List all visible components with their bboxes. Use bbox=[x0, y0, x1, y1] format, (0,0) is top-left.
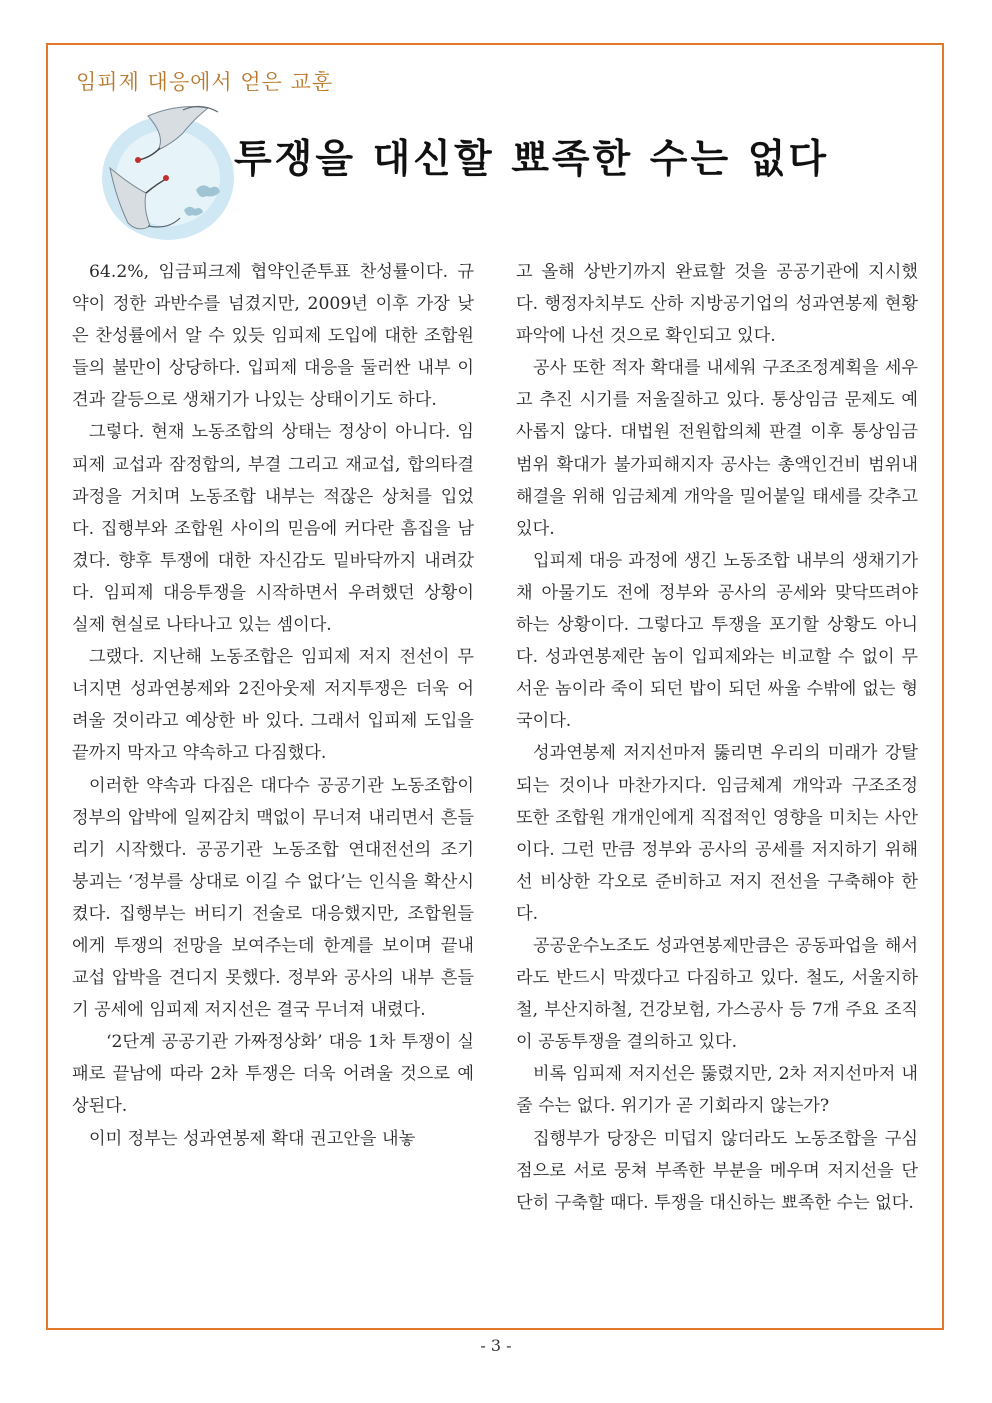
article-headline: 투쟁을 대신할 뾰족한 수는 없다 bbox=[234, 136, 830, 182]
paragraph: ‘2단계 공공기관 가짜정상화’ 대응 1차 투쟁이 실패로 끝남에 따라 2차 투쟁은 더욱 어려울 것으로 예상된다. bbox=[72, 1032, 474, 1117]
paragraph: 성과연봉제 저지선마저 뚫리면 우리의 미래가 강탈되는 것이나 마찬가지다. 임금체계 개악과 구조조정 또한 조합원 개개인에게 직접적인 영향을 미치는 사안이다. 그런 만큼 정부와 공사의 공세를 저지하기 위해선 비상한 각오로 준비하고 저지 전선을 구축해야 한다. bbox=[516, 743, 918, 924]
section-kicker: 임피제 대응에서 얻은 교훈 bbox=[76, 70, 334, 94]
article-left-column bbox=[72, 256, 474, 1155]
paragraph: 그렇다. 현재 노동조합의 상태는 정상이 아니다. 임피제 교섭과 잠정합의, 부결 그리고 재교섭, 합의타결 과정을 거치며 노동조합 내부는 적잖은 상처를 입었다. 집행부와 조합원 사이의 믿음에 커다란 흠집을 남겼다. 향후 투쟁에 대한 자신감도 밑바닥까지 내려갔다. 임피제 대응투쟁을 시작하면서 우려했던 상황이 실제 현실로 나타나고 있는 셈이다. bbox=[72, 422, 474, 636]
paragraph: 공사 또한 적자 확대를 내세워 구조조정계획을 세우고 추진 시기를 저울질하고 있다. 통상임금 문제도 예사롭지 않다. 대법원 전원합의체 판결 이후 통상임금 범위 확대가 불가피해지자 공사는 총액인건비 범위내 해결을 위해 임금체계 개악을 밀어붙일 태세를 갖추고 있다. bbox=[516, 358, 918, 539]
paragraph: 이러한 약속과 다짐은 대다수 공공기관 노동조합이 정부의 압박에 일찌감치 맥없이 무너져 내리면서 흔들리기 시작했다. 공공기관 노동조합 연대전선의 조기 붕괴는 ‘정부를 상대로 이길 수 없다’는 인식을 확산시켰다. 집행부는 버티기 전술로 대응했지만, 조합원들에게 투쟁의 전망을 보여주는데 한계를 보이며 끝내 교섭 압박을 견디지 못했다. 정부와 공사의 내부 흔들기 공세에 임피제 저지선은 결국 무너져 내렸다. bbox=[72, 775, 474, 1021]
paragraph: 집행부가 당장은 미덥지 않더라도 노동조합을 구심점으로 서로 뭉쳐 부족한 부분을 메우며 저지선을 단단히 구축할 때다. 투쟁을 대신하는 뾰족한 수는 없다. bbox=[516, 1128, 918, 1213]
article-right-column bbox=[516, 256, 918, 1219]
paragraph: 이미 정부는 성과연봉제 확대 권고안을 내놓 bbox=[89, 1128, 416, 1149]
page-number: - 3 - bbox=[480, 1336, 512, 1355]
paragraph: 그랬다. 지난해 노동조합은 임피제 저지 전선이 무너지면 성과연봉제와 2진아웃제 저지투쟁은 더욱 어려울 것이라고 예상한 바 있다. 그래서 입피제 도입을 끝까지 막자고 약속하고 다짐했다. bbox=[72, 647, 474, 764]
paragraph: 64.2%, 임금피크제 협약인준투표 찬성률이다. 규약이 정한 과반수를 넘겼지만, 2009년 이후 가장 낮은 찬성률에서 알 수 있듯 임피제 도입에 대한 조합원들의 불만이 상당하다. 입피제 대응을 둘러싼 내부 이견과 갈등으로 생채기가 나있는 상태이기도 하다. bbox=[72, 262, 474, 411]
paragraph: 공공운수노조도 성과연봉제만큼은 공동파업을 해서라도 반드시 막겠다고 다짐하고 있다. 철도, 서울지하철, 부산지하철, 건강보험, 가스공사 등 7개 주요 조직이 공동투쟁을 결의하고 있다. bbox=[516, 935, 918, 1053]
paragraph: 입피제 대응 과정에 생긴 노동조합 내부의 생채기가 채 아물기도 전에 정부와 공사의 공세와 맞닥뜨려야 하는 상황이다. 그렇다고 투쟁을 포기할 상황도 아니다. 성과연봉제란 놈이 입피제와는 비교할 수 없이 무서운 놈이라 죽이 되던 밥이 되던 싸울 수밖에 없는 형국이다. bbox=[516, 550, 918, 732]
crane-illustration-icon bbox=[88, 98, 243, 248]
paragraph: 비록 임피제 저지선은 뚫렸지만, 2차 저지선마저 내줄 수는 없다. 위기가 곧 기회라지 않는가? bbox=[516, 1064, 918, 1117]
paragraph: 고 올해 상반기까지 완료할 것을 공공기관에 지시했다. 행정자치부도 산하 지방공기업의 성과연봉제 현황 파악에 나선 것으로 확인되고 있다. bbox=[516, 262, 918, 347]
